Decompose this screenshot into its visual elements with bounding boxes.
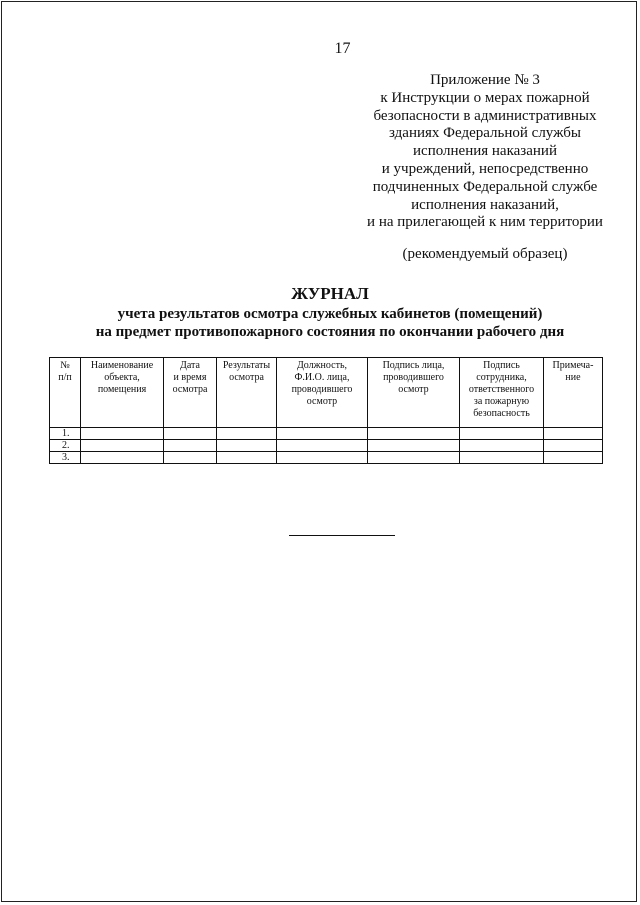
appendix-line: к Инструкции о мерах пожарной: [380, 89, 590, 106]
column-header-line: проводившего: [383, 372, 444, 383]
column-header-line: Примеча-: [552, 360, 594, 371]
table-cell: [277, 452, 368, 464]
column-header-line: осмотра: [229, 372, 264, 383]
column-header-line: помещения: [97, 384, 147, 395]
column-header-note: [544, 358, 603, 428]
table-cell: [460, 428, 544, 440]
table-cell: [81, 452, 164, 464]
column-header-line: объекта,: [104, 372, 140, 383]
table-row: [50, 428, 603, 440]
table-cell: [544, 452, 603, 464]
appendix-line: Приложение № 3: [430, 72, 540, 88]
column-header-line: сотрудника,: [476, 372, 527, 383]
column-header-line: Подпись лица,: [382, 360, 445, 371]
appendix-line: безопасности в административных: [373, 107, 597, 124]
journal-table: [49, 357, 603, 464]
appendix-line: подчиненных Федеральной службе: [372, 178, 598, 195]
table-cell: [368, 452, 460, 464]
appendix-line: исполнения наказаний,: [411, 196, 559, 213]
column-header-line: №: [60, 360, 70, 371]
appendix-block: [330, 72, 640, 264]
table-cell: [368, 428, 460, 440]
table-cell: [368, 440, 460, 452]
column-header-inspector-signature: [368, 358, 460, 428]
journal-title: ЖУРНАЛ: [291, 284, 369, 303]
column-header-line: безопасность: [473, 408, 530, 419]
column-header-number: [50, 358, 81, 428]
table-row: [50, 440, 603, 452]
table-cell: [544, 428, 603, 440]
table-cell: [277, 440, 368, 452]
column-header-line: Наименование: [90, 360, 154, 371]
column-header-datetime: [164, 358, 217, 428]
table-cell: [217, 428, 277, 440]
table-cell: [81, 440, 164, 452]
appendix-line: зданиях Федеральной службы: [389, 125, 581, 142]
table-cell: 2.: [50, 440, 81, 452]
appendix-line: и учреждений, непосредственно: [381, 160, 589, 177]
journal-subtitle-line1: учета результатов осмотра служебных кабинетов (помещений): [117, 306, 543, 322]
column-header-object-name: [81, 358, 164, 428]
column-header-line: за пожарную: [473, 396, 530, 407]
column-header-line: Результаты: [222, 360, 271, 371]
column-header-line: Подпись: [483, 360, 520, 371]
column-header-line: осмотр: [398, 384, 429, 395]
column-header-line: проводившего: [291, 384, 353, 395]
column-header-line: осмотра: [172, 384, 208, 395]
table-cell: [460, 452, 544, 464]
table-cell: [217, 440, 277, 452]
column-header-line: ние: [565, 372, 581, 383]
page-number: 17: [334, 40, 351, 57]
table-cell: [81, 428, 164, 440]
sample-note: (рекомендуемый образец): [402, 246, 568, 263]
table-cell: 1.: [50, 428, 81, 440]
appendix-line: и на прилегающей к ним территории: [367, 214, 603, 231]
table-row: [50, 452, 603, 464]
table-cell: [277, 428, 368, 440]
column-header-responsible-signature: [460, 358, 544, 428]
column-header-results: [217, 358, 277, 428]
table-cell: [544, 440, 603, 452]
column-header-inspector-position: [277, 358, 368, 428]
column-header-line: Дата: [180, 360, 200, 371]
column-header-line: п/п: [58, 372, 72, 383]
table-cell: [460, 440, 544, 452]
column-header-line: осмотр: [306, 396, 338, 407]
appendix-line: исполнения наказаний: [413, 143, 557, 160]
table-cell: [164, 440, 217, 452]
column-header-line: Ф.И.О. лица,: [294, 372, 350, 383]
table-header-row: [50, 358, 603, 428]
column-header-line: Должность,: [296, 360, 348, 371]
table-cell: 3.: [50, 452, 81, 464]
end-divider: [289, 535, 395, 536]
table-cell: [217, 452, 277, 464]
table-cell: [164, 452, 217, 464]
journal-subtitle-line2: на предмет противопожарного состояния по окончании рабочего дня: [95, 324, 565, 340]
table-cell: [164, 428, 217, 440]
column-header-line: ответственного: [468, 384, 535, 395]
column-header-line: и время: [173, 372, 207, 383]
